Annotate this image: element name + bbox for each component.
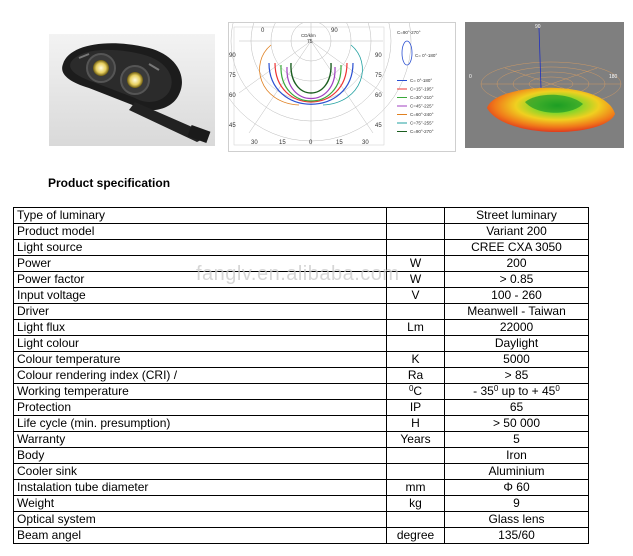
table-row	[14, 240, 589, 256]
spec-name-cell: Protection	[14, 400, 387, 416]
value-superscript: 0	[493, 384, 499, 393]
spec-value-cell: 22000	[445, 320, 589, 336]
spec-unit-cell: H	[387, 416, 445, 432]
spec-value-cell: 9	[445, 496, 589, 512]
value-superscript: 0	[555, 384, 560, 393]
spec-unit-cell: mm	[387, 480, 445, 496]
table-row	[14, 496, 589, 512]
isolux-3d-chart	[465, 22, 624, 148]
table-row	[14, 528, 589, 544]
polar-center-value: 75	[307, 39, 313, 45]
polar-left-label: 75	[229, 73, 236, 79]
polar-right-label: 45	[375, 123, 382, 129]
table-row	[14, 480, 589, 496]
spec-unit-cell: Ra	[387, 368, 445, 384]
polar-bottom-label: 15	[279, 140, 286, 146]
polar-right-label: 60	[375, 93, 382, 99]
spec-unit-cell: degree	[387, 528, 445, 544]
iso-axis-label: 180	[609, 74, 618, 80]
polar-center-label: CD/klm	[301, 33, 316, 38]
spec-name-cell: Cooler sink	[14, 464, 387, 480]
table-row	[14, 384, 589, 400]
spec-name-cell: Weight	[14, 496, 387, 512]
spec-value-cell: > 50 000	[445, 416, 589, 432]
polar-top-label-90: 90	[331, 28, 338, 34]
spec-value-cell: > 0.85	[445, 272, 589, 288]
spec-unit-cell: kg	[387, 496, 445, 512]
polar-bottom-label: 30	[251, 140, 258, 146]
spec-value-cell: Street luminary	[445, 208, 589, 224]
spec-value-cell: Variant 200	[445, 224, 589, 240]
spec-name-cell: Colour temperature	[14, 352, 387, 368]
legend-item-label: C= 0°-180°	[410, 78, 433, 83]
spec-unit-cell: Lm	[387, 320, 445, 336]
polar-top-label-0: 0	[261, 28, 265, 34]
table-row	[14, 320, 589, 336]
spec-unit-cell: V	[387, 288, 445, 304]
watermark: fanglv.en.alibaba.com	[196, 263, 400, 285]
spec-unit-cell	[387, 448, 445, 464]
spec-name-cell: Light flux	[14, 320, 387, 336]
legend-top-label: C=90°-270°	[397, 30, 421, 35]
spec-unit-cell	[387, 224, 445, 240]
spec-unit-cell	[387, 304, 445, 320]
spec-value-cell: 5000	[445, 352, 589, 368]
polar-bottom-label: 0	[309, 140, 313, 146]
spec-unit-cell	[387, 208, 445, 224]
spec-value-cell: > 85	[445, 368, 589, 384]
table-row	[14, 336, 589, 352]
spec-name-cell: Power factor	[14, 272, 387, 288]
spec-name-cell: Type of luminary	[14, 208, 387, 224]
spec-value-cell: Iron	[445, 448, 589, 464]
polar-legend	[397, 30, 437, 134]
spec-name-cell: Beam angel	[14, 528, 387, 544]
spec-name-cell: Driver	[14, 304, 387, 320]
legend-item-label: C=75°-255°	[410, 120, 434, 126]
table-row	[14, 352, 589, 368]
table-row	[14, 416, 589, 432]
spec-unit-cell	[387, 336, 445, 352]
spec-name-cell: Warranty	[14, 432, 387, 448]
spec-value-cell: 65	[445, 400, 589, 416]
spec-value-cell: Glass lens	[445, 512, 589, 528]
spec-name-cell: Life cycle (min. presumption)	[14, 416, 387, 432]
table-row	[14, 448, 589, 464]
spec-name-cell: Body	[14, 448, 387, 464]
spec-value-cell	[445, 384, 589, 400]
spec-name-cell: Colour rendering index (CRI) /	[14, 368, 387, 384]
spec-name-cell: Product model	[14, 224, 387, 240]
spec-unit-cell: K	[387, 352, 445, 368]
section-heading: Product specification	[48, 176, 171, 190]
table-row	[14, 288, 589, 304]
spec-value-cell: Φ 60	[445, 480, 589, 496]
legend-item-label: C=15°-195°	[410, 86, 434, 92]
spec-name-cell: Optical system	[14, 512, 387, 528]
product-images	[0, 22, 633, 152]
polar-bottom-label: 15	[336, 140, 343, 146]
table-row	[14, 464, 589, 480]
spec-value-cell: Aluminium	[445, 464, 589, 480]
iso-axis-label: 90	[535, 24, 541, 30]
table-row	[14, 368, 589, 384]
spec-value-cell: Meanwell - Taiwan	[445, 304, 589, 320]
spec-table	[13, 207, 589, 544]
polar-bottom-label: 30	[362, 140, 369, 146]
table-row	[14, 208, 589, 224]
lamp-photo	[49, 34, 215, 146]
legend-item-label: C=45°-225°	[410, 103, 434, 109]
spec-unit-cell: IP	[387, 400, 445, 416]
spec-unit-cell	[387, 240, 445, 256]
legend-item-label: C=90°-270°	[410, 129, 434, 134]
legend-item-label: C=60°-240°	[410, 112, 434, 117]
spec-unit-cell	[387, 384, 445, 400]
table-row	[14, 432, 589, 448]
polar-left-label: 45	[229, 123, 236, 129]
spec-value-cell: CREE CXA 3050	[445, 240, 589, 256]
polar-right-label: 90	[375, 53, 382, 59]
spec-name-cell: Light source	[14, 240, 387, 256]
spec-unit-cell: W	[387, 272, 445, 288]
spec-value-cell: Daylight	[445, 336, 589, 352]
spec-name-cell: Input voltage	[14, 288, 387, 304]
legend-mid-label: C= 0°-180°	[415, 53, 438, 58]
spec-unit-cell: W	[387, 256, 445, 272]
polar-distribution-chart	[228, 22, 456, 152]
table-row	[14, 304, 589, 320]
spec-name-cell: Light colour	[14, 336, 387, 352]
table-row	[14, 400, 589, 416]
spec-value-cell: 200	[445, 256, 589, 272]
table-row	[14, 512, 589, 528]
legend-item-label: C=30°-210°	[410, 95, 434, 100]
value-text: - 35	[473, 384, 494, 398]
value-text: up to + 45	[498, 384, 556, 398]
iso-axis-label: 0	[469, 74, 472, 80]
spec-name-cell: Working temperature	[14, 384, 387, 400]
polar-right-label: 75	[375, 73, 382, 79]
table-row	[14, 224, 589, 240]
spec-unit-cell	[387, 464, 445, 480]
spec-name-cell: Power	[14, 256, 387, 272]
spec-name-cell: Instalation tube diameter	[14, 480, 387, 496]
spec-value-cell: 135/60	[445, 528, 589, 544]
unit-superscript: 0	[408, 384, 414, 393]
polar-left-label: 90	[229, 53, 236, 59]
spec-value-cell: 100 - 260	[445, 288, 589, 304]
spec-unit-cell	[387, 512, 445, 528]
polar-left-label: 60	[229, 93, 236, 99]
unit-text: C	[413, 384, 423, 398]
spec-value-cell: 5	[445, 432, 589, 448]
spec-unit-cell: Years	[387, 432, 445, 448]
